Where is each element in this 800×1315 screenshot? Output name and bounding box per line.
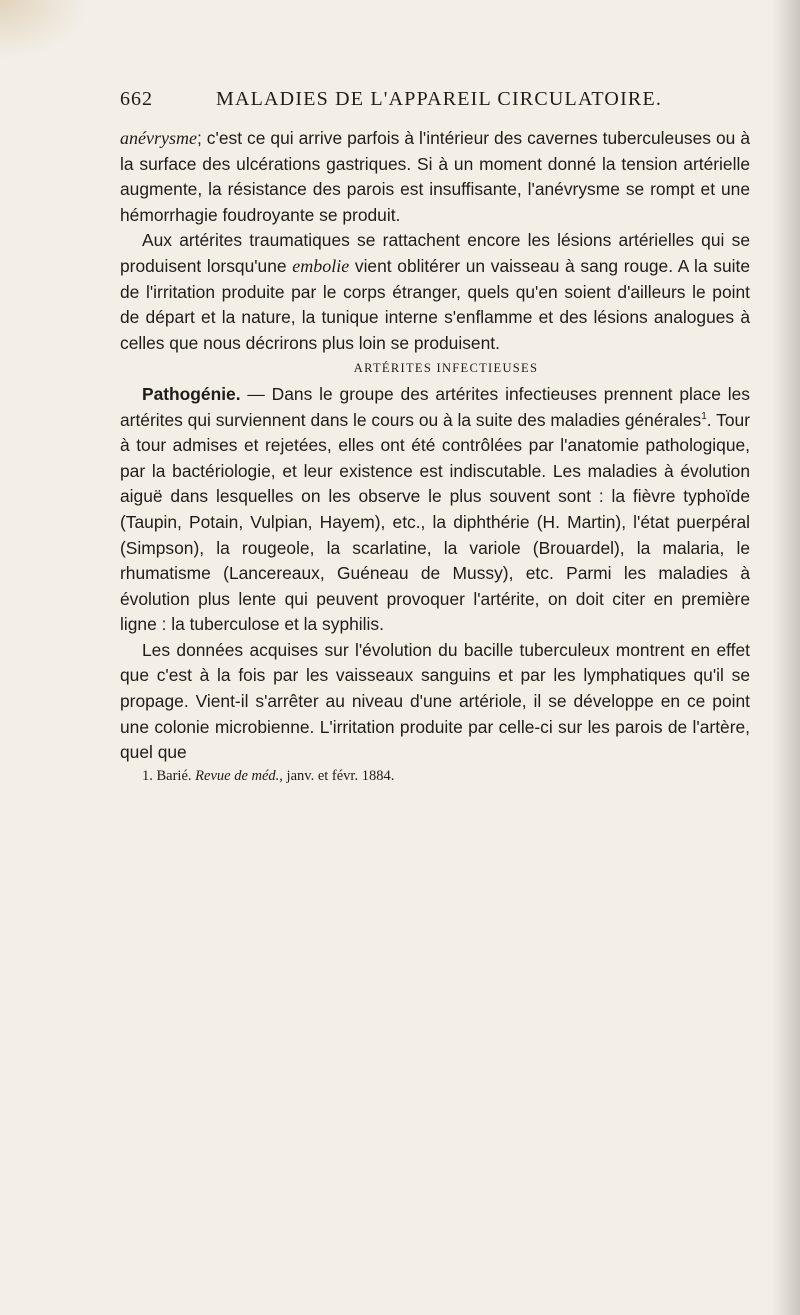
footnote-number: 1. <box>142 767 153 784</box>
footnote-reference: 1 <box>701 410 707 422</box>
italic-term-anevrysme: anévrysme <box>120 128 197 148</box>
paragraph-3-text-a: — Dans le groupe des artérites infectieuses prennent place les artérites qui surviennent dans le cours ou à la suite des maladies générales <box>120 383 750 430</box>
footnote-date: , janv. et févr. 1884. <box>279 767 395 784</box>
paper-stain <box>0 0 90 60</box>
paragraph-4-text: Les données acquises sur l'évolution du bacille tuberculeux montrent en effet que c'est à la fois par les vaisseaux sanguins et par les lymphatiques qu'il se propage. Vient-il s'arrêter au niveau d'une artériole, il se développe en ce point une colonie microbienne. L'irritation produite par celle-ci sur les parois de l'artère, quel que <box>120 639 750 763</box>
paragraph-2-text-b: vient oblitérer un vaisseau à sang rouge. A la suite de l'irritation produite par le corps étranger, quels qu'en soient d'ailleurs le point de départ et la nature, la tunique interne s'enflamme et des lésions analogues à celles que nous décrirons plus loin se produisent. <box>120 255 750 353</box>
footnote-author: Barié. <box>152 767 196 784</box>
paragraph-3 <box>120 382 750 638</box>
paragraph-1-text: ; c'est ce qui arrive parfois à l'intérieur des cavernes tuberculeuses ou à la surface des ulcérations gastriques. Si à un moment donné la tension artérielle augmente, la résistance des parois est insuffisante, l'anévrysme se rompt et une hémorrhagie foudroyante se produit. <box>120 128 750 225</box>
paragraph-1 <box>120 126 750 228</box>
running-head: MALADIES DE L'APPAREIL CIRCULATOIRE. <box>216 88 663 110</box>
paragraph-2-text-a: Aux artérites traumatiques se rattachent encore les lésions artérielles qui se produisent lorsqu'une <box>120 230 750 276</box>
footnote <box>120 766 750 786</box>
body-text <box>120 126 750 786</box>
binding-shadow <box>772 0 800 1315</box>
paragraph-4 <box>120 638 750 766</box>
run-in-heading: Pathogénie. <box>142 383 241 404</box>
page-header <box>120 88 740 118</box>
footnote-journal: Revue de méd. <box>195 767 280 784</box>
italic-term-embolie: embolie <box>292 255 350 276</box>
page-number: 662 <box>120 88 153 110</box>
paragraph-2 <box>120 228 750 356</box>
paragraph-3-text-b: . Tour à tour admises et rejetées, elles ont été contrôlées par l'anatomie pathologique, par la bactériologie, et leur existence est indiscutable. Les maladies à évolution aiguë dans lesquelles on les observe le plus souvent sont : la fièvre typhoïde (Taupin, Potain, Vulpian, Hayem), etc., la diphthérie (H. Martin), l'état puerpéral (Simpson), la rougeole, la scarlatine, la variole (Brouardel), la malaria, le rhumatisme (Lancereaux, Guéneau de Mussy), etc. Parmi les maladies à évolution plus lente qui peuvent provoquer l'artérite, on doit citer en première ligne : la tuberculose et la syphilis. <box>120 409 750 635</box>
section-title: ARTÉRITES INFECTIEUSES <box>353 361 539 376</box>
